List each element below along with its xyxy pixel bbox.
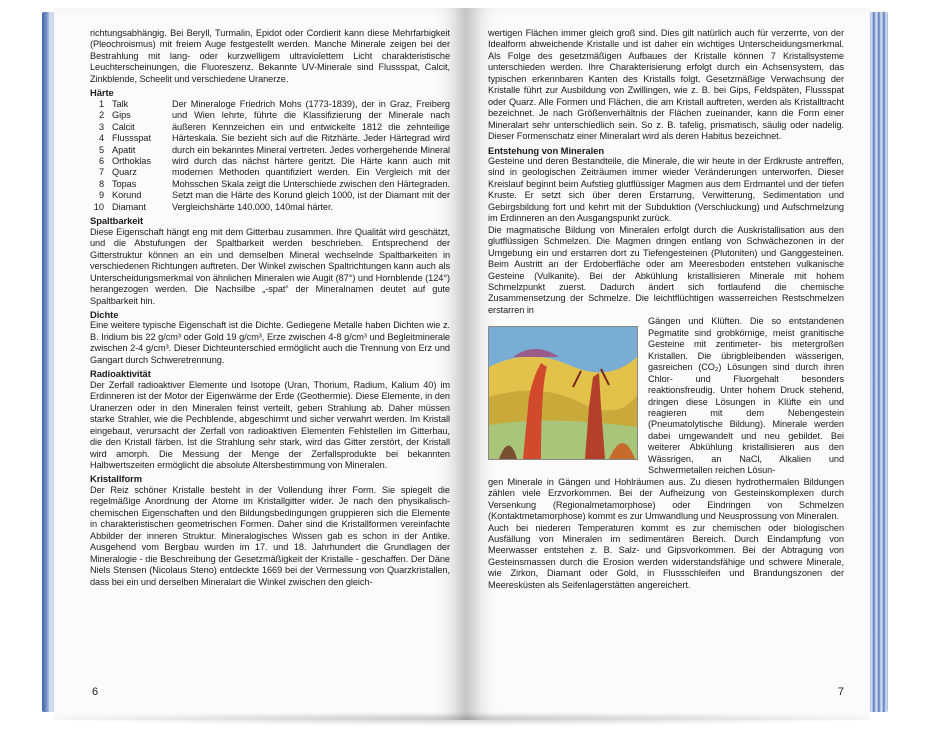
right-page bbox=[466, 8, 870, 720]
left-page bbox=[54, 8, 466, 720]
mohs-number: 1 bbox=[98, 98, 104, 109]
mohs-scale-row bbox=[90, 167, 172, 178]
book-shadow bbox=[42, 712, 888, 726]
mohs-scale-row bbox=[90, 99, 172, 110]
entstehung-heading: Entstehung von Mineralen bbox=[488, 144, 604, 156]
mohs-number: 6 bbox=[98, 156, 104, 167]
mohs-scale-row bbox=[90, 122, 172, 133]
right-page-edge bbox=[868, 12, 888, 712]
mohs-scale-row bbox=[90, 145, 172, 156]
mohs-mineral: Calcit bbox=[112, 121, 135, 132]
pegmatit-text: Gängen und Klüften. Die so entstandenen Pegmatite sind grobkörnige, meist granitische Gesteine mit zentimeter- bis metergroßen Kristallen. Die übrigbleibenden wässerigen, gasreichen (CO₂) Lösungen sind durch ihren Chlor- und Fluorgehalt besonders reaktionsfreudig. Unter hohem Druck stehend, dringen diese Lösungen in Klüfte ein und reagieren mit dem Nebengestein (Pneumatolytische Bildung). Minerale werden dabei umgewandelt und neu gebildet. Bei weiterer Abkühlung kristallisieren aus den Wässrigen, an NaCl, Alkalien und Schwermetallen reichen Lösun- bbox=[648, 316, 844, 476]
mohs-mineral: Korund bbox=[112, 190, 142, 201]
mohs-scale-row bbox=[90, 190, 172, 201]
mohs-mineral: Apatit bbox=[112, 144, 136, 155]
mohs-scale-list bbox=[90, 99, 172, 214]
spaltbarkeit-text: Diese Eigenschaft hängt eng mit dem Gitterbau zusammen. Ihre Qualität wird geschätzt, und die Abstufungen der Spaltbarkeit werden beschrieben. Entsprechend der Gitterstruktur können an ein und demselben Mineral wechselnde Spaltbarkeiten in verschiedenen Richtungen auftreten. Der Winkel zwischen Spaltrichtungen kann auch als Unterscheidungsmerkmal von ähnlichen Mineralen wie Augit (87°) und Hornblende (124°) herangezogen werden. Die Nachsilbe „-spat“ der Mineralnamen deutet auf gute Spaltbarkeit hin. bbox=[90, 226, 450, 306]
mohs-number: 10 bbox=[93, 201, 104, 212]
mohs-mineral: Diamant bbox=[112, 201, 146, 212]
radioaktivitaet-heading: Radioaktivität bbox=[90, 368, 151, 380]
haerte-section bbox=[90, 99, 450, 214]
page-number-left: 6 bbox=[92, 686, 99, 698]
mohs-scale-row bbox=[90, 110, 172, 121]
mohs-number: 9 bbox=[98, 190, 104, 201]
mohs-mineral: Topas bbox=[112, 178, 137, 189]
mohs-number: 8 bbox=[98, 178, 104, 189]
page-number-right: 7 bbox=[837, 686, 844, 698]
mohs-mineral: Flussspat bbox=[112, 133, 151, 144]
entstehung-text: Gesteine und deren Bestandteile, die Minerale, die wir heute in der Erdkruste antreffen, sind in geologischen Zeiträumen immer wieder Veränderungen unterworfen. Dieser Kreislauf beginnt beim Aufstieg glutflüssiger Magmen aus dem Erdmantel und der tiefen Kruste. Er setzt sich über deren Erstarrung, Verwitterung, Sedimentation und Gebirgsbildung fort und kehrt mit der Subduktion (Verschluckung) und Aufschmelzung im Erdinneren an den Ausgangspunkt zurück. bbox=[488, 156, 844, 224]
right-column bbox=[488, 28, 844, 591]
kristall-continuation: wertigen Flächen immer gleich groß sind. Dies gilt natürlich auch für verzerrte, von der Idealform abweichende Kristalle und ist daher ein wichtiges Unterscheidungsmerkmal. Als Folge des gesetzmäßigen Aufbaues der Kristalle können 7 Kristallsysteme unterschieden werden. Ihre Charakterisierung erfolgt durch ein Achsensystem, das typischen erkennbaren Kanten des Kristalls folgt. Gesetzmäßige Verwachsung der Kristalle führt zur Ausbildung von Zwillingen, wie z. B. bei Gips, Feldspäten, Flussspat oder Quarz. Alle Formen und Flächen, die am Kristall auftreten, werden als Kristalltracht bezeichnet. Je nach Größenverhältnis der Flächen zueinander, kann die Form einer Mineralart sehr unterschiedlich sein. So z. B. tafelig, prismatisch, säulig oder nadelig. Dieser Formenschatz einer Mineralart wird als deren Habitus bezeichnet. bbox=[488, 28, 844, 142]
radioaktivitaet-text: Der Zerfall radioaktiver Elemente und Isotope (Uran, Thorium, Radium, Kalium 40) im Erdinneren ist der Motor der Eigenwärme der Erde (Geothermie). Diese Elemente, in den Uranerzen oder in den Mineralen feinst verteilt, geben Strahlung ab. Daher müssen starke Strahler, wie die Pechblende, abgeschirmt und sicher verwahrt werden. Im Kristall eingebaut, verursacht der Zerfall von radioaktiven Elementen Fehlstellen im Gitterbau, die den Kristall färben. Ist die Strahlung sehr stark, wird das Gitter zerstört, der Kristall wird amorph. Die Messung der Menge der Zerfallsprodukte bei bekannten Halbwertszeiten ermöglicht die absolute Altersbestimmung von Mineralen. bbox=[90, 379, 450, 470]
mohs-scale-row bbox=[90, 156, 172, 167]
kristallform-text: Der Reiz schöner Kristalle besteht in der Vollendung ihrer Form. Sie spiegelt die regelmäßige Anordnung der Atome im Kristallgitter wider. Je nach den physikalisch-chemischen Eigenschaften und den Bildungsbedingungen gruppieren sich die Elemente in charakteristischen geometrischen Formen. Daher sind die Kristallformen vereinfachte Abbilder der inneren Struktur. Mineralogisches Wissen gab es schon in der Antike. Ausgehend vom Bergbau wurden im 17. und 18. Jahrhundert die Grundlagen der Mineralogie - die Beschreibung der Gesetzmäßigkeit der Kristalle - geschaffen. Der Däne Niels Stensen (Nicolaus Steno) entdeckte 1669 bei der Vermessung von Quarzkristallen, dass bei ein und derselben Mineralart die Winkel zwischen den gleich- bbox=[90, 484, 450, 587]
geology-illustration bbox=[488, 326, 638, 460]
mohs-number: 4 bbox=[98, 133, 104, 144]
figure-text-wrap bbox=[488, 316, 844, 476]
dichte-text: Eine weitere typische Eigenschaft ist die Dichte. Gediegene Metalle haben Dichten wie z. B. Iridium bis 22 g/cm³ oder Gold 19 g/cm³, Erze zwischen 4-8 g/cm³ und Begleitminerale zwischen 2-4 g/cm³. Dieser Dichteunterschied ermöglicht auch die Trennung von Erz und Gangart durch Schweretrennung. bbox=[90, 320, 450, 365]
mohs-scale-row bbox=[90, 179, 172, 190]
geology-illustration-graphic bbox=[489, 327, 637, 459]
kristallform-heading: Kristallform bbox=[90, 473, 143, 485]
mohs-number: 5 bbox=[98, 144, 104, 155]
sedimentaer-text: Auch bei niederen Temperaturen kommt es zur chemischen oder biologischen Ausfällung von Mineralen im sedimentären Bereich. Durch Eindampfung von Meerwasser entstehen z. B. Salz- und Gipsvorkommen. Bei der Abtragung von Gesteinsmassen durch die Erosion werden widerstandsfähige und schwere Minerale, wie Zirkon, Diamant oder Gold, in Flussschleifen und Brandungszonen der Meeresküsten als Seifenlagerstätten angereichert. bbox=[488, 522, 844, 590]
magmatisch-text: Die magmatische Bildung von Mineralen erfolgt durch die Auskristallisation aus den glutflüssigen Schmelzen. Die Magmen dringen entlang von Schwächezonen in der Umgebung ein und erstarren dort zu Tiefengesteinen (Plutoniten) und Ganggesteinen. Beim Austritt an der Erdoberfläche oder am Meeresboden entstehen vulkanische Gesteine (Vulkanite). Bei der Abkühlung kristallisieren Minerale mit hohem Schmelzpunkt zuerst. Dadurch ändert sich fortlaufend die chemische Zusammensetzung der Schmelze. Die leichtflüchtigen wasserreichen Restschmelzen erstarren in bbox=[488, 224, 844, 315]
mohs-scale-row bbox=[90, 202, 172, 213]
dichte-heading: Dichte bbox=[90, 308, 119, 320]
mohs-mineral: Gips bbox=[112, 110, 131, 121]
intro-paragraph: richtungsabhängig. Bei Beryll, Turmalin, Epidot oder Cordierit kann diese Mehrfarbigkeit (Pleochroismus) mit freiem Auge festgestellt werden. Manche Minerale zeigen bei der Bestrahlung mit lang- oder kurzwelligem ultraviolettem Licht charakteristische Leuchterscheinungen, die Fluoreszenz. Bekannte UV-Minerale sind Flussspat, Calcit, Zinkblende, Scheelit und verschiedene Uranerze. bbox=[90, 28, 450, 84]
open-book bbox=[42, 8, 888, 720]
spaltbarkeit-heading: Spaltbarkeit bbox=[90, 215, 144, 227]
mohs-number: 2 bbox=[98, 110, 104, 121]
mohs-mineral: Quarz bbox=[112, 167, 137, 178]
haerte-text: Der Mineraloge Friedrich Mohs (1773-1839), der in Graz, Freiberg und Wien lehrte, führte die Klassifizierung der Minerale nach äußeren Kennzeichen ein und entwickelte 1812 die zehnteilige Härteskala. Sie bezieht sich auf die Ritzhärte. Jeder Härtegrad wird durch ein bekanntes Mineral vertreten. Jedes vorhergehende Mineral wird durch das nächst härtere geritzt. Die Härte kann auch mit modernen Methoden quantifiziert werden. Ein Vergleich mit der Mohsschen Skala zeigt die Unterschiede zwischen den Härtegraden. Setzt man die Härte des Korund gleich 1000, ist der Diamant mit der Vergleichshärte 140.000, 140mal härter. bbox=[172, 98, 450, 212]
mohs-mineral: Talk bbox=[112, 98, 129, 109]
hydrothermal-text: gen Minerale in Gängen und Hohlräumen aus. Zu diesen hydrothermalen Bildungen zählen viele Erzvorkommen. Bei der Aufheizung von Gesteinskomplexen durch Versenkung (Regionalmetamorphose) oder Eindringen von Schmelzen (Kontaktmetamorphose) kommt es zur Umwandlung und Neusprossung von Mineralen. bbox=[488, 476, 844, 522]
mohs-mineral: Orthoklas bbox=[112, 156, 151, 167]
mohs-number: 7 bbox=[98, 167, 104, 178]
haerte-heading: Härte bbox=[90, 87, 114, 99]
left-column bbox=[90, 28, 450, 588]
mohs-number: 3 bbox=[98, 121, 104, 132]
mohs-scale-row bbox=[90, 133, 172, 144]
